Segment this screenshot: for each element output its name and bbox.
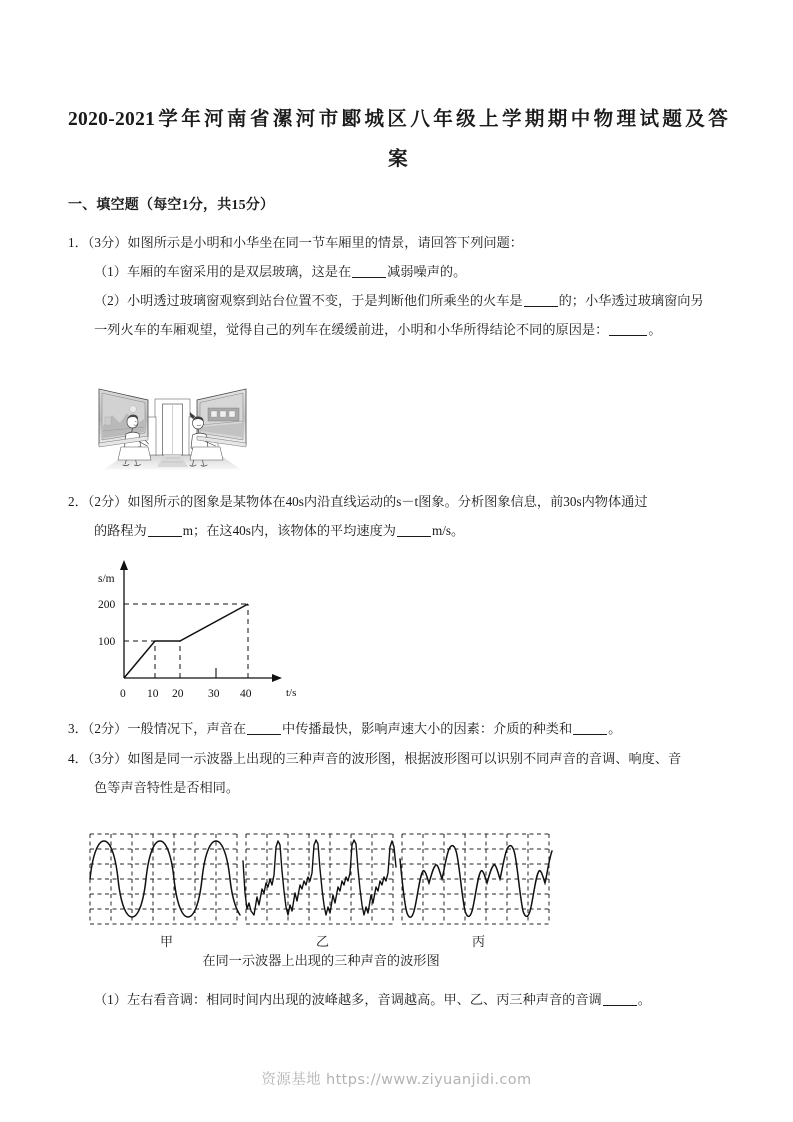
question-1-sub-1-text-b: 减弱噪声的。 [387,264,467,279]
question-3-text-c: 。 [608,721,622,736]
waveform-label-bing: 丙 [472,934,486,949]
waveform-svg [88,831,554,929]
answer-blank-2-1[interactable] [148,522,182,537]
answer-blank-1-1[interactable] [352,263,386,278]
question-3-text-b: 中传播最快，影响声速大小的因素：介质的种类和 [282,721,573,736]
question-4-sub-1-text-a: （1）左右看音调：相同时间内出现的波峰越多，音调越高。甲、乙、丙三种声音的音调 [94,992,602,1007]
waveform-label-jia: 甲 [160,934,174,949]
question-3 [68,714,730,743]
section-heading: 一、填空题（每空1分，共15分） [68,198,275,213]
question-4-sub-1-line [68,985,730,1014]
question-2-continued [68,516,730,545]
question-1-sub-2-text-d: 。 [648,322,662,337]
question-3-text-a: 3．（2分）一般情况下，声音在 [68,721,247,736]
waveform-caption: 在同一示波器上出现的三种声音的波形图 [202,953,440,968]
question-1-sub-1 [68,257,730,286]
question-1-sub-2-continued [68,315,730,344]
answer-blank-3-1[interactable] [247,720,281,735]
question-4 [68,744,730,802]
question-1-sub-1-text-a: （1）车厢的车窗采用的是双层玻璃，这是在 [94,264,352,279]
x-axis-label: t/s [286,687,297,699]
st-graph-svg [88,556,333,708]
question-4-sub-1-text-b: 。 [637,992,651,1007]
x-tick-20: 20 [172,688,184,700]
x-tick-10: 10 [147,688,159,700]
question-2-text-b: m；在这40s内，该物体的平均速度为 [182,523,396,538]
answer-blank-3-2[interactable] [573,720,607,735]
y-axis-label: s/m [98,573,115,585]
question-1-sub-2-text-b: 的；小华透过玻璃窗向另 [558,293,704,308]
train-carriage-illustration [95,367,250,473]
waveform-panel-labels [88,931,554,951]
answer-blank-1-3[interactable] [609,321,647,336]
figure-train-carriage [95,367,250,473]
question-2-stem: 2．（2分）如图所示的图象是某物体在40s内沿直线运动的s－t图象。分析图象信息，前30s内物体通过 [68,494,648,509]
page-title-line-2: 案 [388,149,408,170]
waveform-label-yi: 乙 [316,934,330,949]
y-tick-100: 100 [98,636,116,648]
answer-blank-2-2[interactable] [397,522,431,537]
question-1-sub-2-text-a: （2）小明透过玻璃窗观察到站台位置不变，于是判断他们所乘坐的火车是 [94,293,523,308]
question-2-text-c: m/s。 [431,523,465,538]
x-tick-40: 40 [240,688,252,700]
answer-blank-1-2[interactable] [524,292,558,307]
question-4-continued: 色等声音特性是否相同。 [94,780,240,795]
x-tick-30: 30 [208,688,220,700]
answer-blank-4-1[interactable] [603,991,637,1006]
question-1-stem: 1．（3分）如图所示是小明和小华坐在同一节车厢里的情景，请回答下列问题： [68,235,523,250]
question-1-sub-2 [68,286,730,315]
question-4-sub-1 [68,985,730,1014]
page-title-line-1: 2020-2021学年河南省漯河市郾城区八年级上学期期中物理试题及答 [68,109,728,130]
question-1 [68,228,730,344]
figure-st-graph [88,556,333,708]
y-tick-200: 200 [98,599,116,611]
question-2 [68,487,730,545]
watermark: 资源基地 https://www.ziyuanjidi.com [261,1072,532,1088]
x-tick-0: 0 [120,688,126,700]
question-2-text-a: 的路程为 [94,523,147,538]
figure-waveforms [88,831,554,929]
question-1-sub-2-text-c: 一列火车的车厢观望，觉得自己的列车在缓缓前进，小明和小华所得结论不同的原因是： [94,322,609,337]
page-title [68,100,728,180]
question-4-stem: 4．（3分）如图是同一示波器上出现的三种声音的波形图，根据波形图可以识别不同声音的音调、响度、音 [68,751,682,766]
